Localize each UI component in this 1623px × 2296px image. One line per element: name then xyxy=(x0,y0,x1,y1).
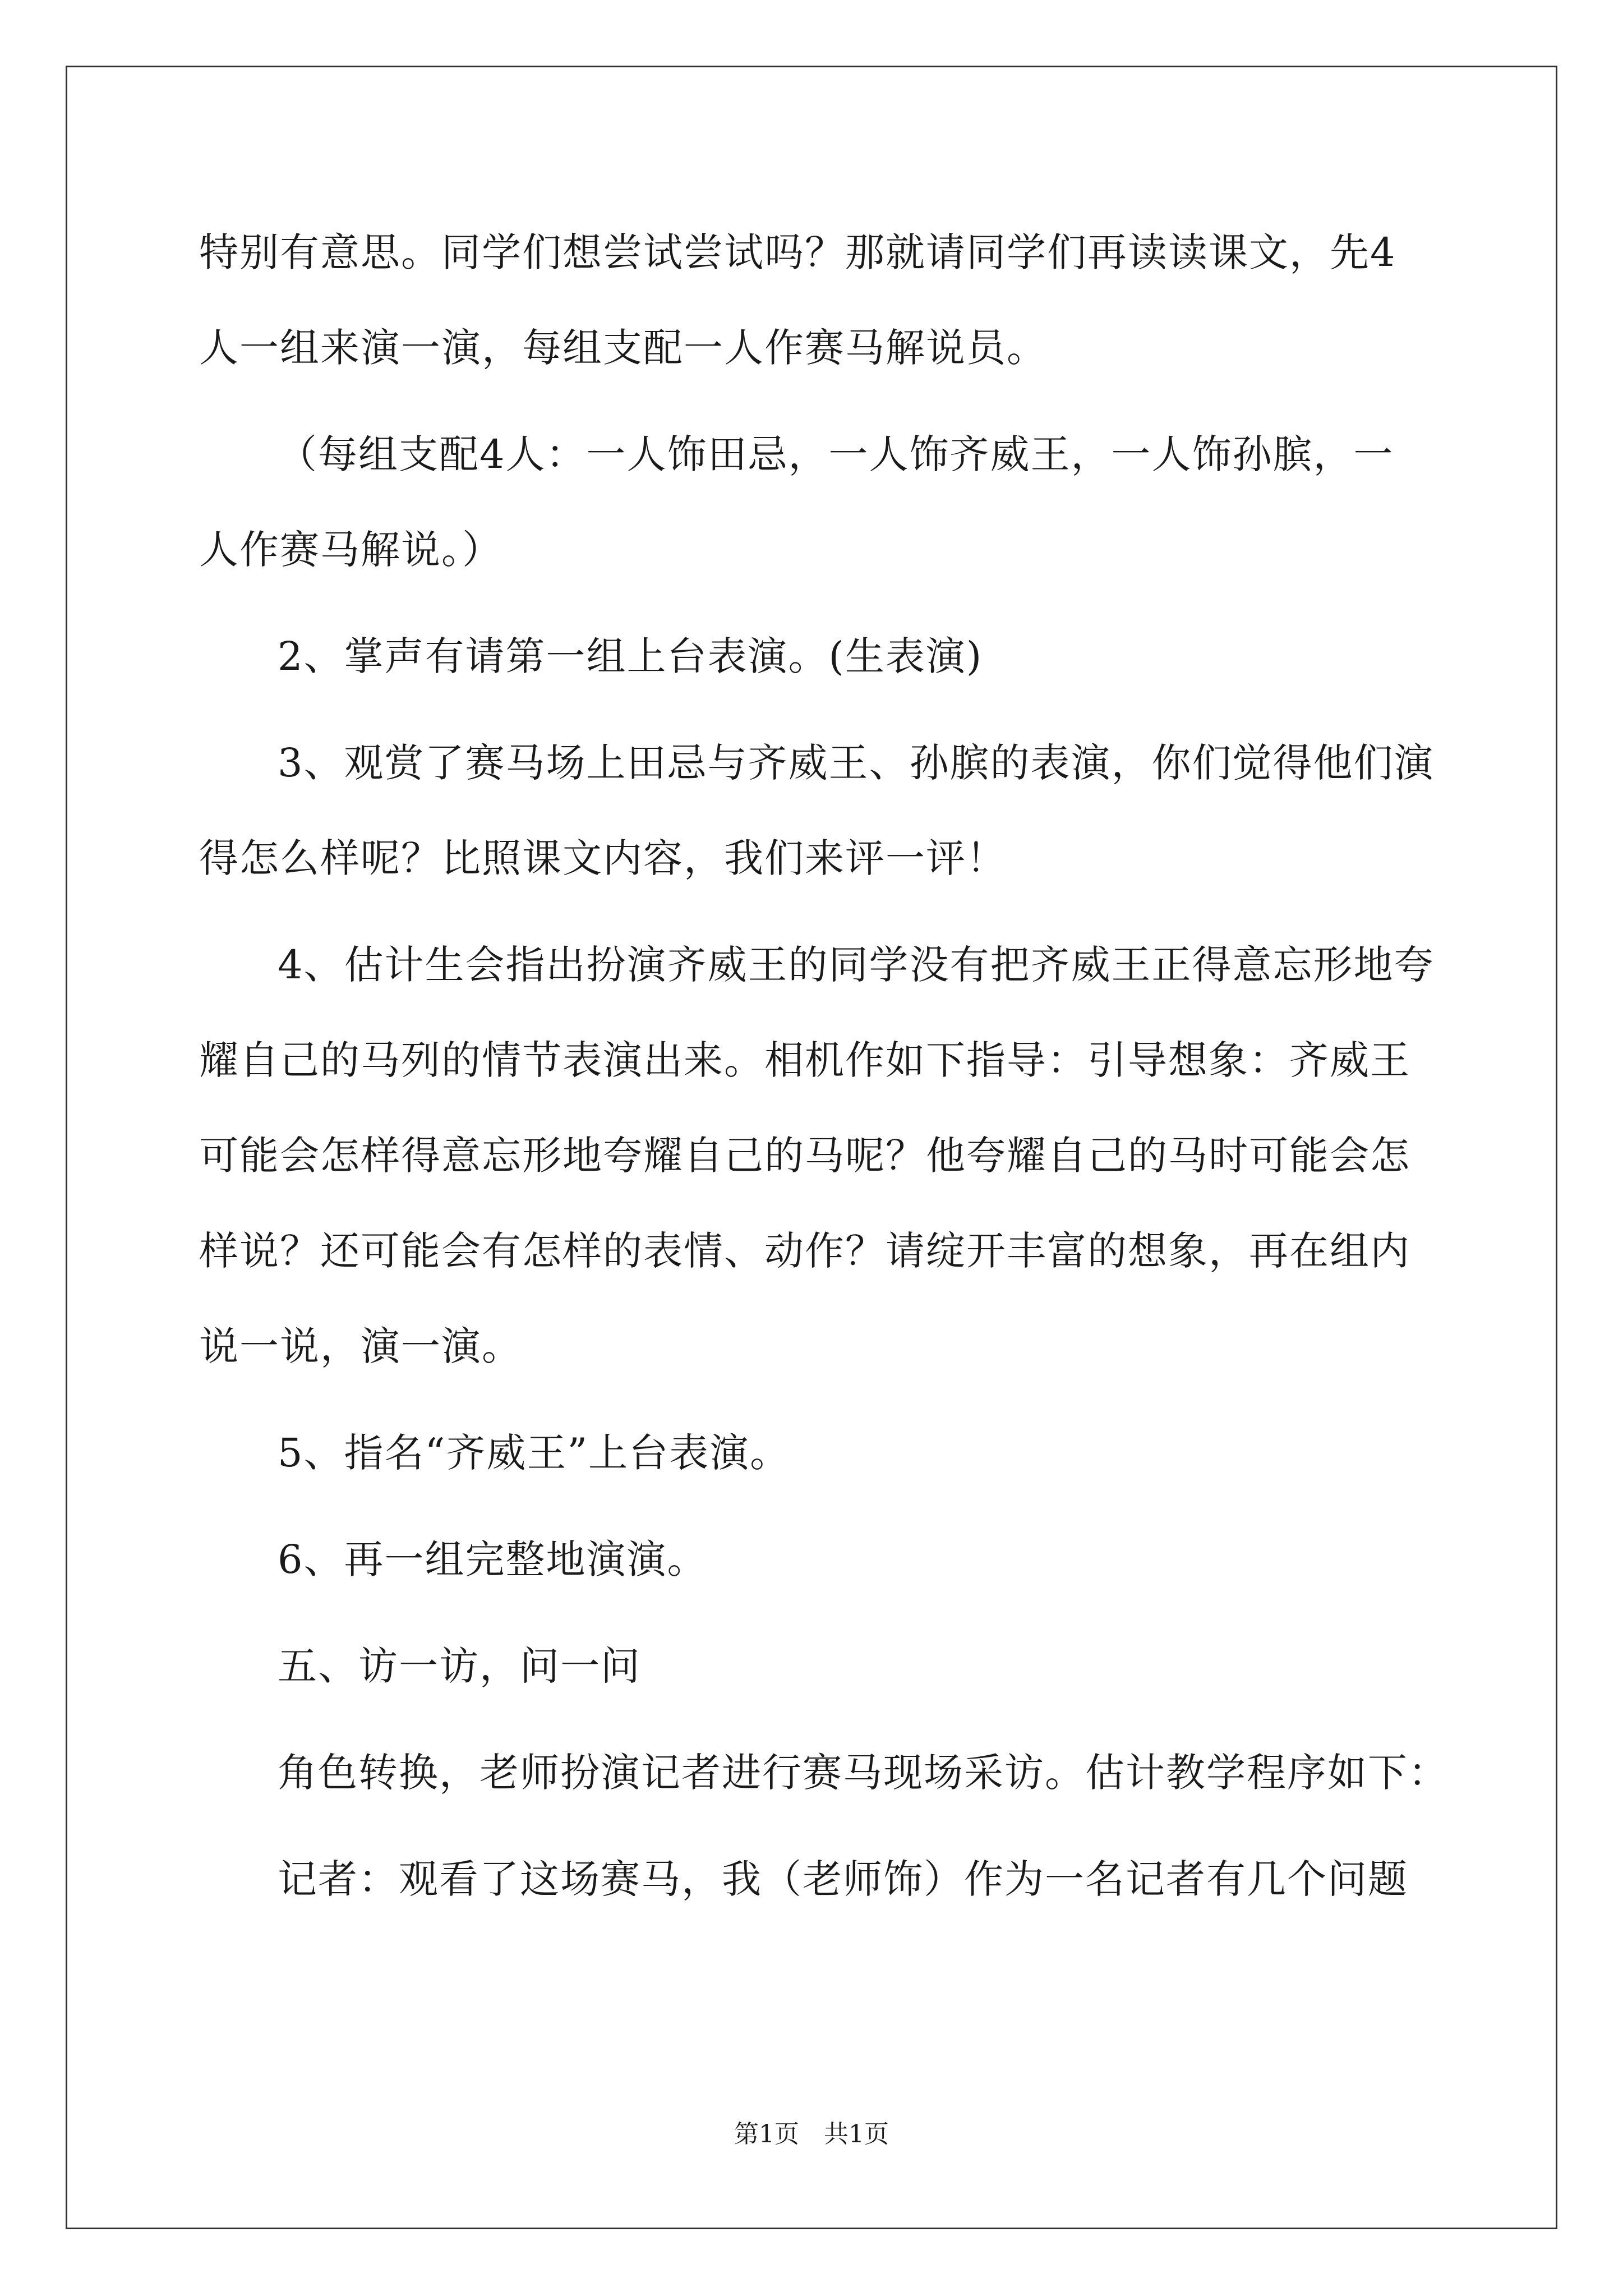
body-line-6: 3、观赏了赛马场上田忌与齐威王、孙膑的表演，你们觉得他们演 xyxy=(278,740,1435,786)
body-line-10: 可能会怎样得意忘形地夸耀自己的马呢？他夸耀自己的马时可能会怎 xyxy=(199,1133,1410,1179)
body-line-14: 6、再一组完整地演演。 xyxy=(278,1536,708,1582)
body-line-1: 特别有意思。同学们想尝试尝试吗？那就请同学们再读读课文，先4 xyxy=(199,229,1396,275)
body-line-9: 耀自己的马列的情节表演出来。相机作如下指导：引导想象：齐威王 xyxy=(199,1037,1410,1083)
body-line-8: 4、估计生会指出扮演齐威王的同学没有把齐威王正得意忘形地夸 xyxy=(278,942,1435,988)
body-line-3: （每组支配4人：一人饰田忌，一人饰齐威王，一人饰孙膑，一 xyxy=(278,431,1394,477)
body-line-7: 得怎么样呢？比照课文内容，我们来评一评！ xyxy=(199,835,1007,881)
body-line-12: 说一说，演一演。 xyxy=(199,1323,522,1369)
body-line-16: 角色转换，老师扮演记者进行赛马现场采访。估计教学程序如下： xyxy=(278,1750,1449,1796)
body-line-13: 5、指名“齐威王”上台表演。 xyxy=(278,1430,791,1476)
page-footer: 第1页 共1页 xyxy=(734,2120,889,2148)
body-line-2: 人一组来演一演，每组支配一人作赛马解说员。 xyxy=(199,325,1047,371)
body-line-17: 记者：观看了这场赛马，我（老师饰）作为一名记者有几个问题 xyxy=(278,1856,1408,1902)
body-line-5: 2、掌声有请第一组上台表演。(生表演) xyxy=(278,633,983,679)
body-line-4: 人作赛马解说。） xyxy=(199,527,502,573)
body-line-11: 样说？还可能会有怎样的表情、动作？请绽开丰富的想象，再在组内 xyxy=(199,1228,1410,1274)
section-heading: 五、访一访，问一问 xyxy=(278,1643,641,1689)
